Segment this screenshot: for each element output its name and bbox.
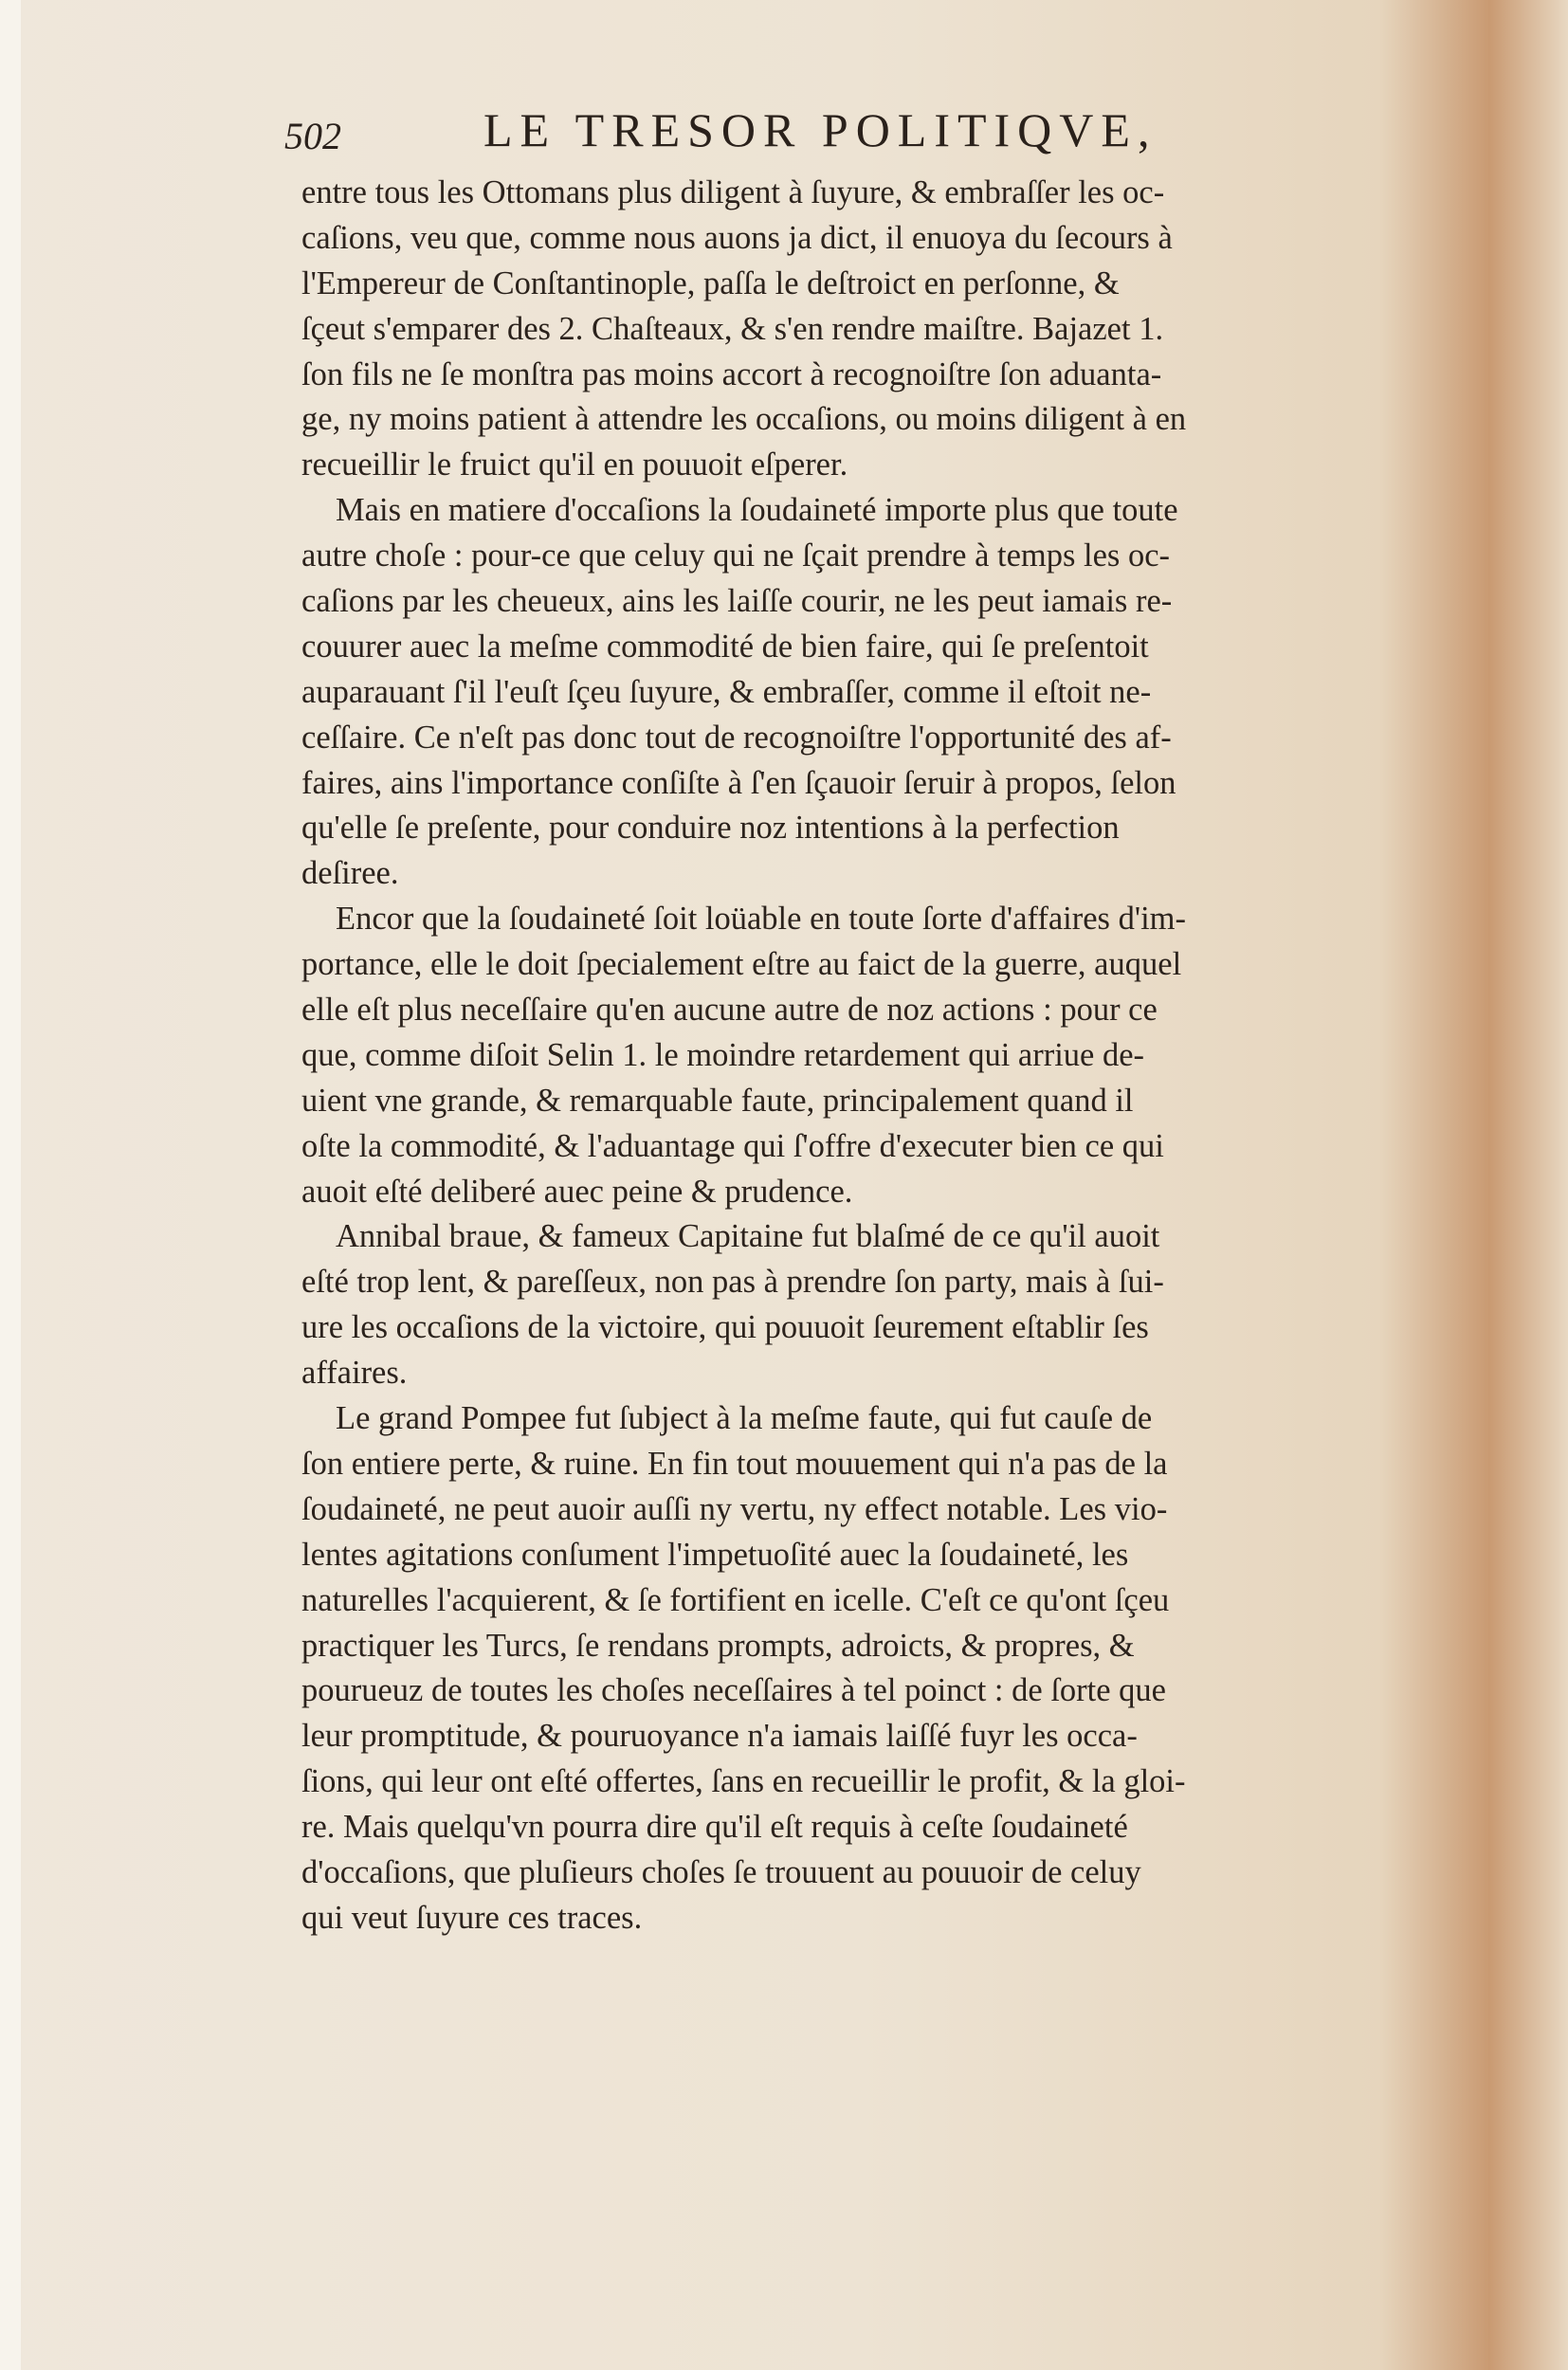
text-line: entre tous les Ottomans plus diligent à ſuyure, & embraſſer les oc- [301,174,1165,210]
text-line: affaires. [301,1355,408,1392]
text-line: ſions, qui leur ont eſté offertes, ſans en recueillir le profit, & la gloi- [301,1763,1186,1800]
text-line: ceſſaire. Ce n'eſt pas donc tout de recognoiſtre l'opportunité des af- [301,719,1172,756]
text-line: qui veut ſuyure ces traces. [301,1899,643,1936]
text-line: que, comme diſoit Selin 1. le moindre retardement qui arriue de- [301,1036,1145,1073]
text-line: naturelles l'acquierent, & ſe fortifient en icelle. C'eſt ce qu'ont ſçeu [301,1581,1170,1618]
text-line: ſçeut s'emparer des 2. Chaſteaux, & s'en rendre maiſtre. Bajazet 1. [301,310,1164,347]
text-line: recueillir le fruict qu'il en pouuoit eſperer. [301,447,848,483]
text-line: elle eſt plus neceſſaire qu'en aucune autre de noz actions : pour ce [301,992,1158,1029]
text-line: caſions par les cheueux, ains les laiſſe courir, ne les peut iamais re- [301,583,1173,620]
text-line: uient vne grande, & remarquable faute, principalement quand il [301,1082,1134,1119]
text-line: qu'elle ſe preſente, pour conduire noz intentions à la perfection [301,810,1120,847]
paragraph [301,1214,1456,1396]
text-line: pourueuz de toutes les choſes neceſſaires à tel poinct : de ſorte que [301,1672,1166,1709]
text-line: auparauant ſ'il l'euſt ſçeu ſuyure, & embraſſer, comme il eſtoit ne- [301,673,1152,710]
text-line: auoit eſté deliberé auec peine & prudence. [301,1173,853,1210]
text-line: l'Empereur de Conſtantinople, paſſa le deſtroict en perſonne, & [301,264,1120,301]
paragraph [301,1396,1456,1942]
text-line: autre choſe : pour-ce que celuy qui ne ſçait prendre à temps les oc- [301,538,1171,574]
text-line: Mais en matiere d'occaſions la ſoudaineté importe plus que toute [336,492,1178,529]
running-title: LE TRESOR POLITIQVE, [483,103,1158,156]
text-line: leur promptitude, & pouruoyance n'a iamais laiſſé fuyr les occa- [301,1718,1138,1755]
text-line: ſon entiere perte, & ruine. En fin tout mouuement qui n'a pas de la [301,1445,1168,1482]
text-line: faires, ains l'importance conſiſte à ſ'en ſçauoir ſeruir à propos, ſelon [301,764,1176,801]
text-line: practiquer les Turcs, ſe rendans prompts, adroicts, & propres, & [301,1627,1135,1664]
text-line: oſte la commodité, & l'aduantage qui ſ'offre d'executer bien ce qui [301,1127,1164,1164]
text-line: ſoudaineté, ne peut auoir auſſi ny vertu, ny effect notable. Les vio- [301,1490,1168,1527]
paragraph [301,488,1456,897]
text-line: ſon fils ne ſe monſtra pas moins accort à recognoiſtre ſon aduanta- [301,356,1162,392]
text-line: couurer auec la meſme commodité de bien faire, qui ſe preſentoit [301,628,1149,665]
paragraph [301,897,1456,1214]
text-line: deſiree. [301,855,399,892]
text-line: Annibal braue, & fameux Capitaine fut blaſmé de ce qu'il auoit [336,1218,1160,1255]
page-number: 502 [284,115,341,157]
adjacent-page-bleed [1503,152,1545,1953]
text-line: eſté trop lent, & pareſſeux, non pas à prendre ſon party, mais à ſui- [301,1264,1164,1301]
paragraph [301,171,1456,488]
text-line: ge, ny moins patient à attendre les occaſions, ou moins diligent à en [301,401,1187,438]
page-edge [0,0,21,2370]
text-line: d'occaſions, que pluſieurs choſes ſe trouuent au pouuoir de celuy [301,1853,1141,1890]
text-line: Encor que la ſoudaineté ſoit loüable en toute ſorte d'affaires d'im- [336,901,1186,938]
text-line: portance, elle le doit ſpecialement eſtre au faict de la guerre, auquel [301,946,1182,983]
text-line: Le grand Pompee fut ſubject à la meſme faute, qui fut cauſe de [336,1400,1153,1437]
body-text [301,171,1456,1942]
page-header [284,102,1469,178]
text-line: caſions, veu que, comme nous auons ja dict, il enuoya du ſecours à [301,219,1173,256]
text-line: ure les occaſions de la victoire, qui pouuoit ſeurement eſtablir ſes [301,1309,1149,1346]
text-line: re. Mais quelqu'vn pourra dire qu'il eſt requis à ceſte ſoudaineté [301,1809,1128,1846]
text-line: lentes agitations conſument l'impetuoſité auec la ſoudaineté, les [301,1536,1129,1573]
